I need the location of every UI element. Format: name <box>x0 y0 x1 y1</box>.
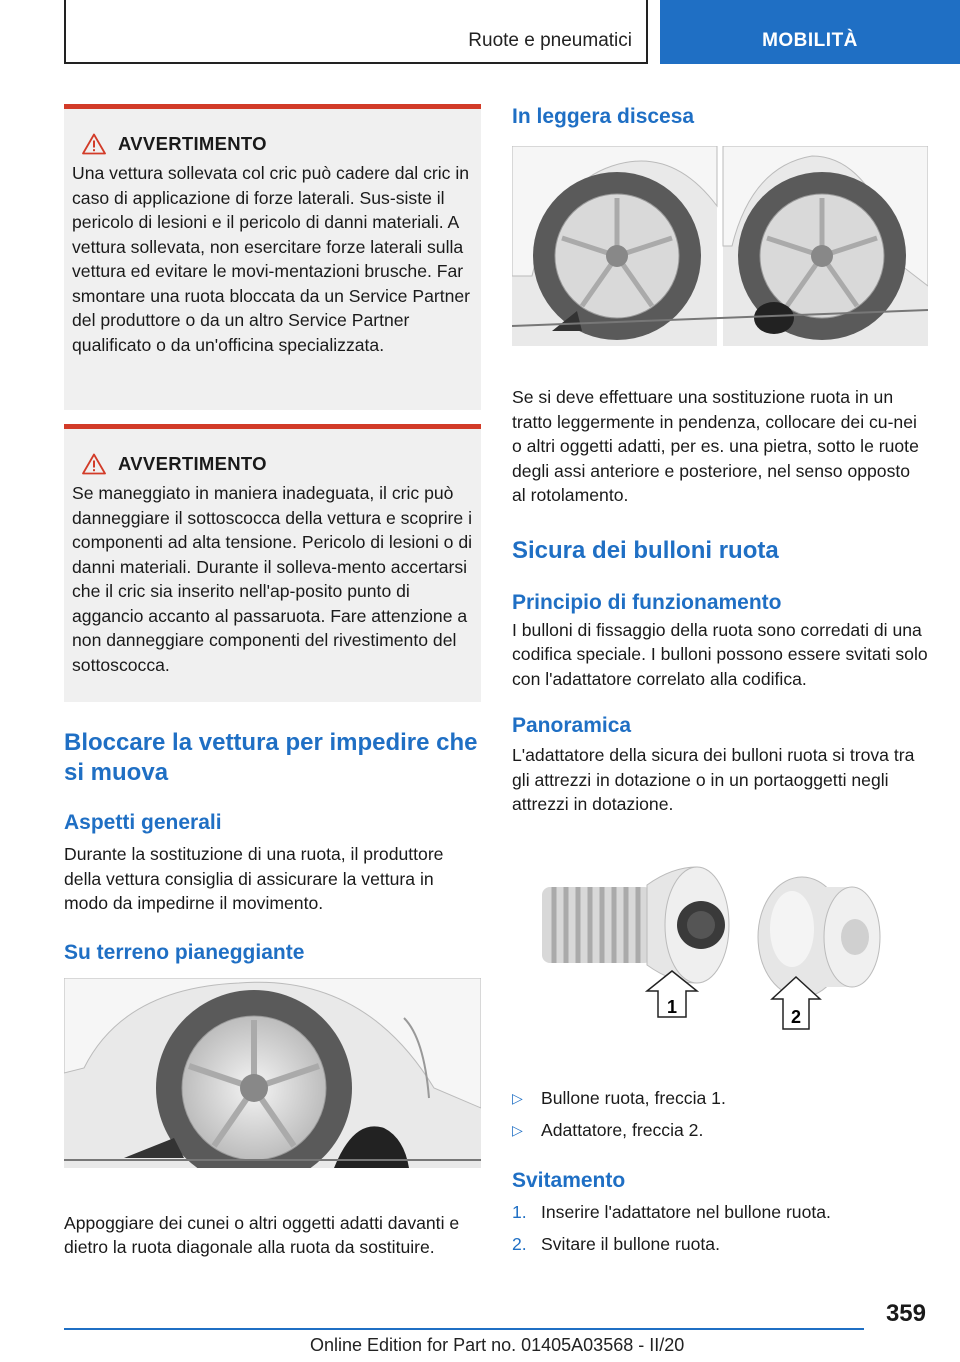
warning-triangle-icon <box>82 453 106 475</box>
footer-edition: Online Edition for Part no. 01405A03568 - II/20 <box>310 1335 685 1355</box>
header-chapter-tab[interactable] <box>660 0 960 64</box>
page-header <box>64 0 960 66</box>
subheading-flat-ground: Su terreno pianeggiante <box>64 940 305 964</box>
wheel-chock-flat-illustration <box>64 978 481 1168</box>
overview-text: L'adattatore della sicura dei bulloni ruota si trova tra gli attrezzi in dotazione o in un portaoggetti negli attrezzi in dotazione. <box>512 745 915 814</box>
adapter-drawing <box>758 877 880 997</box>
page-number: 359 <box>885 1300 926 1327</box>
callout-label-1: 1 <box>666 996 678 1017</box>
flat-ground-text: Appoggiare dei cunei o altri oggetti adatti davanti e dietro la ruota diagonale alla ruota da sostituire. <box>64 1212 460 1257</box>
wheel-chock-slope-illustration <box>512 146 928 346</box>
bullet-text: Adattatore, freccia 2. <box>541 1119 704 1140</box>
warning-text-1: Una vettura sollevata col cric può cadere dal cric in caso di applicazione di forze laterali. Sus‐siste il pericolo di lesioni e il pericolo di danni materiali. A vettura sollevata, non esercitare forze laterali sulla vettura ed evitare le movi‐mentazioni brusche. Far smontare una ruota bloccata da un Service Partner del produttore o da un altro Service Partner qualificato o da un'officina specializzata. <box>72 163 471 355</box>
subheading-principle: Principio di funzionamento <box>512 590 782 614</box>
warning-triangle-icon <box>82 133 106 155</box>
right-column <box>512 100 928 1264</box>
bolt-adapter-illustration <box>512 857 928 1047</box>
header-chapter-label: MOBILITÀ <box>762 30 858 51</box>
header-section-title: Ruote e pneumatici <box>468 30 632 51</box>
steps-list <box>512 1200 928 1256</box>
step-text: Inserire l'adattatore nel bullone ruota. <box>541 1201 831 1222</box>
subheading-general: Aspetti generali <box>64 811 222 834</box>
warning-box-1 <box>64 104 481 410</box>
warning-title-2: AVVERTIMENTO <box>118 453 267 474</box>
footer-divider <box>64 1328 864 1330</box>
principle-text: I bulloni di fissaggio della ruota sono corredati di una codifica speciale. I bulloni possono essere svitati solo con l'adattatore correlato alla codifica. <box>512 619 928 689</box>
step-number: 2. <box>512 1233 527 1254</box>
slope-text: Se si deve effettuare una sostituzione ruota in un tratto leggermente in pendenza, collocare dei cu‐nei o altri oggetti adatti, per es. una pietra, sotto le ruote degli assi anteriore e posteriore, nel senso opposto al rotolamento. <box>512 387 919 505</box>
step-number: 1. <box>512 1201 527 1222</box>
step-text: Svitare il bullone ruota. <box>541 1233 720 1254</box>
section-heading-block-vehicle: Bloccare la vettura per impedire che si muova <box>64 729 478 786</box>
general-text: Durante la sostituzione di una ruota, il produttore della vettura consiglia di assicurare la vettura in modo da impedirne il movimento. <box>64 844 444 913</box>
bullet-marker: ▷ <box>512 1089 523 1106</box>
section-heading-bolt-lock: Sicura dei bulloni ruota <box>512 536 779 564</box>
legend-list <box>512 1086 928 1142</box>
step-item <box>512 1200 928 1224</box>
subheading-unscrewing: Svitamento <box>512 1168 626 1192</box>
wheel-bolt-drawing <box>542 867 729 983</box>
step-item <box>512 1232 928 1256</box>
warning-text-2: Se maneggiato in maniera inadeguata, il cric può danneggiare il sottoscocca della vettura e scoprire i componenti ad alta tensione. Pericolo di lesioni o di danni materiali. Durante il solleva‐mento accertarsi che il cric sia inserito nell'ap‐posito punto di aggancio accanto al passaruota. Fare attenzione a non danneggiare componenti del rivestimento del sottoscocca. <box>72 483 473 675</box>
header-section-box <box>64 0 648 64</box>
list-item <box>512 1118 928 1142</box>
bullet-marker: ▷ <box>512 1121 523 1138</box>
warning-box-2 <box>64 424 481 702</box>
subheading-overview: Panoramica <box>512 714 632 737</box>
subheading-slight-slope: In leggera discesa <box>512 105 695 128</box>
warning-title-1: AVVERTIMENTO <box>118 133 267 154</box>
callout-label-2: 2 <box>790 1006 802 1027</box>
left-column <box>64 104 481 1260</box>
list-item <box>512 1086 928 1110</box>
bullet-text: Bullone ruota, freccia 1. <box>541 1087 726 1108</box>
